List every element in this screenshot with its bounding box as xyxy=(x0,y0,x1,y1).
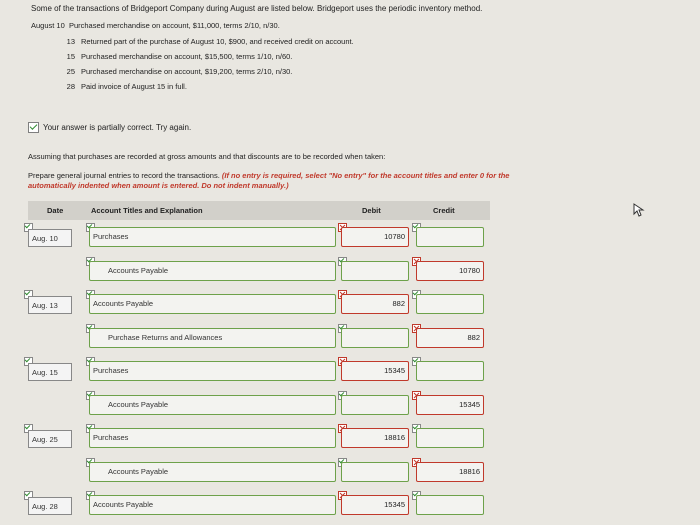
transaction-text: Purchased merchandise on account, $11,000, terms 2/10, n/30. xyxy=(68,21,280,30)
transaction-line xyxy=(31,52,292,61)
transaction-date: 13 xyxy=(66,37,75,46)
header-date: Date xyxy=(47,206,64,215)
date-select[interactable]: Aug. 28 xyxy=(28,497,72,515)
transaction-line xyxy=(31,21,280,30)
date-select[interactable]: Aug. 10 xyxy=(28,229,72,247)
instruction-plain: Prepare general journal entries to record the transactions. xyxy=(28,171,220,180)
transaction-date: 28 xyxy=(66,82,75,91)
account-input[interactable]: Purchases xyxy=(89,428,336,448)
credit-input[interactable] xyxy=(416,294,484,314)
question-intro: Some of the transactions of Bridgeport Company during August are listed below. Bridgeport uses the periodic inventory method. xyxy=(31,4,483,13)
debit-input[interactable]: 15345 xyxy=(341,361,409,381)
transaction-line xyxy=(31,37,354,46)
feedback-message xyxy=(28,122,191,133)
debit-input[interactable] xyxy=(341,395,409,415)
transaction-line xyxy=(31,82,187,91)
transaction-text: Paid invoice of August 15 in full. xyxy=(81,82,187,91)
header-account: Account Titles and Explanation xyxy=(91,206,203,215)
instruction-emphasis-line1: (If no entry is required, select "No entry" for the account titles and enter 0 for the xyxy=(221,171,510,180)
journal-header xyxy=(28,201,490,220)
transaction-text: Purchased merchandise on account, $15,500, terms 1/10, n/60. xyxy=(81,52,293,61)
transaction-date: August 10 xyxy=(31,21,65,30)
date-select[interactable]: Aug. 13 xyxy=(28,296,72,314)
debit-input[interactable] xyxy=(341,462,409,482)
credit-input[interactable]: 10780 xyxy=(416,261,484,281)
credit-input[interactable] xyxy=(416,495,484,515)
account-input[interactable]: Accounts Payable xyxy=(89,395,336,415)
instructions xyxy=(28,171,700,191)
credit-input[interactable] xyxy=(416,428,484,448)
account-input[interactable]: Accounts Payable xyxy=(89,294,336,314)
debit-input[interactable]: 10780 xyxy=(341,227,409,247)
transaction-date: 15 xyxy=(66,52,75,61)
instruction-emphasis-line2: automatically indented when amount is entered. Do not indent manually.) xyxy=(28,181,289,190)
date-select[interactable]: Aug. 15 xyxy=(28,363,72,381)
header-debit: Debit xyxy=(362,206,381,215)
mouse-cursor-icon xyxy=(633,203,645,217)
debit-input[interactable] xyxy=(341,328,409,348)
account-input[interactable]: Accounts Payable xyxy=(89,462,336,482)
date-select[interactable]: Aug. 25 xyxy=(28,430,72,448)
account-input[interactable]: Purchases xyxy=(89,227,336,247)
credit-input[interactable] xyxy=(416,361,484,381)
debit-input[interactable] xyxy=(341,261,409,281)
assumption-text: Assuming that purchases are recorded at gross amounts and that discounts are to be recorded when taken: xyxy=(28,152,386,161)
header-credit: Credit xyxy=(433,206,455,215)
transaction-text: Purchased merchandise on account, $19,200, terms 2/10, n/30. xyxy=(81,67,293,76)
debit-input[interactable]: 15345 xyxy=(341,495,409,515)
account-input[interactable]: Purchases xyxy=(89,361,336,381)
account-input[interactable]: Accounts Payable xyxy=(89,495,336,515)
credit-input[interactable]: 15345 xyxy=(416,395,484,415)
credit-input[interactable]: 18816 xyxy=(416,462,484,482)
account-input[interactable]: Purchase Returns and Allowances xyxy=(89,328,336,348)
debit-input[interactable]: 882 xyxy=(341,294,409,314)
transaction-date: 25 xyxy=(66,67,75,76)
transaction-line xyxy=(31,67,292,76)
partial-correct-icon xyxy=(28,122,39,133)
transaction-text: Returned part of the purchase of August 10, $900, and received credit on account. xyxy=(81,37,354,46)
feedback-text: Your answer is partially correct. Try again. xyxy=(43,123,192,132)
credit-input[interactable]: 882 xyxy=(416,328,484,348)
account-input[interactable]: Accounts Payable xyxy=(89,261,336,281)
credit-input[interactable] xyxy=(416,227,484,247)
debit-input[interactable]: 18816 xyxy=(341,428,409,448)
